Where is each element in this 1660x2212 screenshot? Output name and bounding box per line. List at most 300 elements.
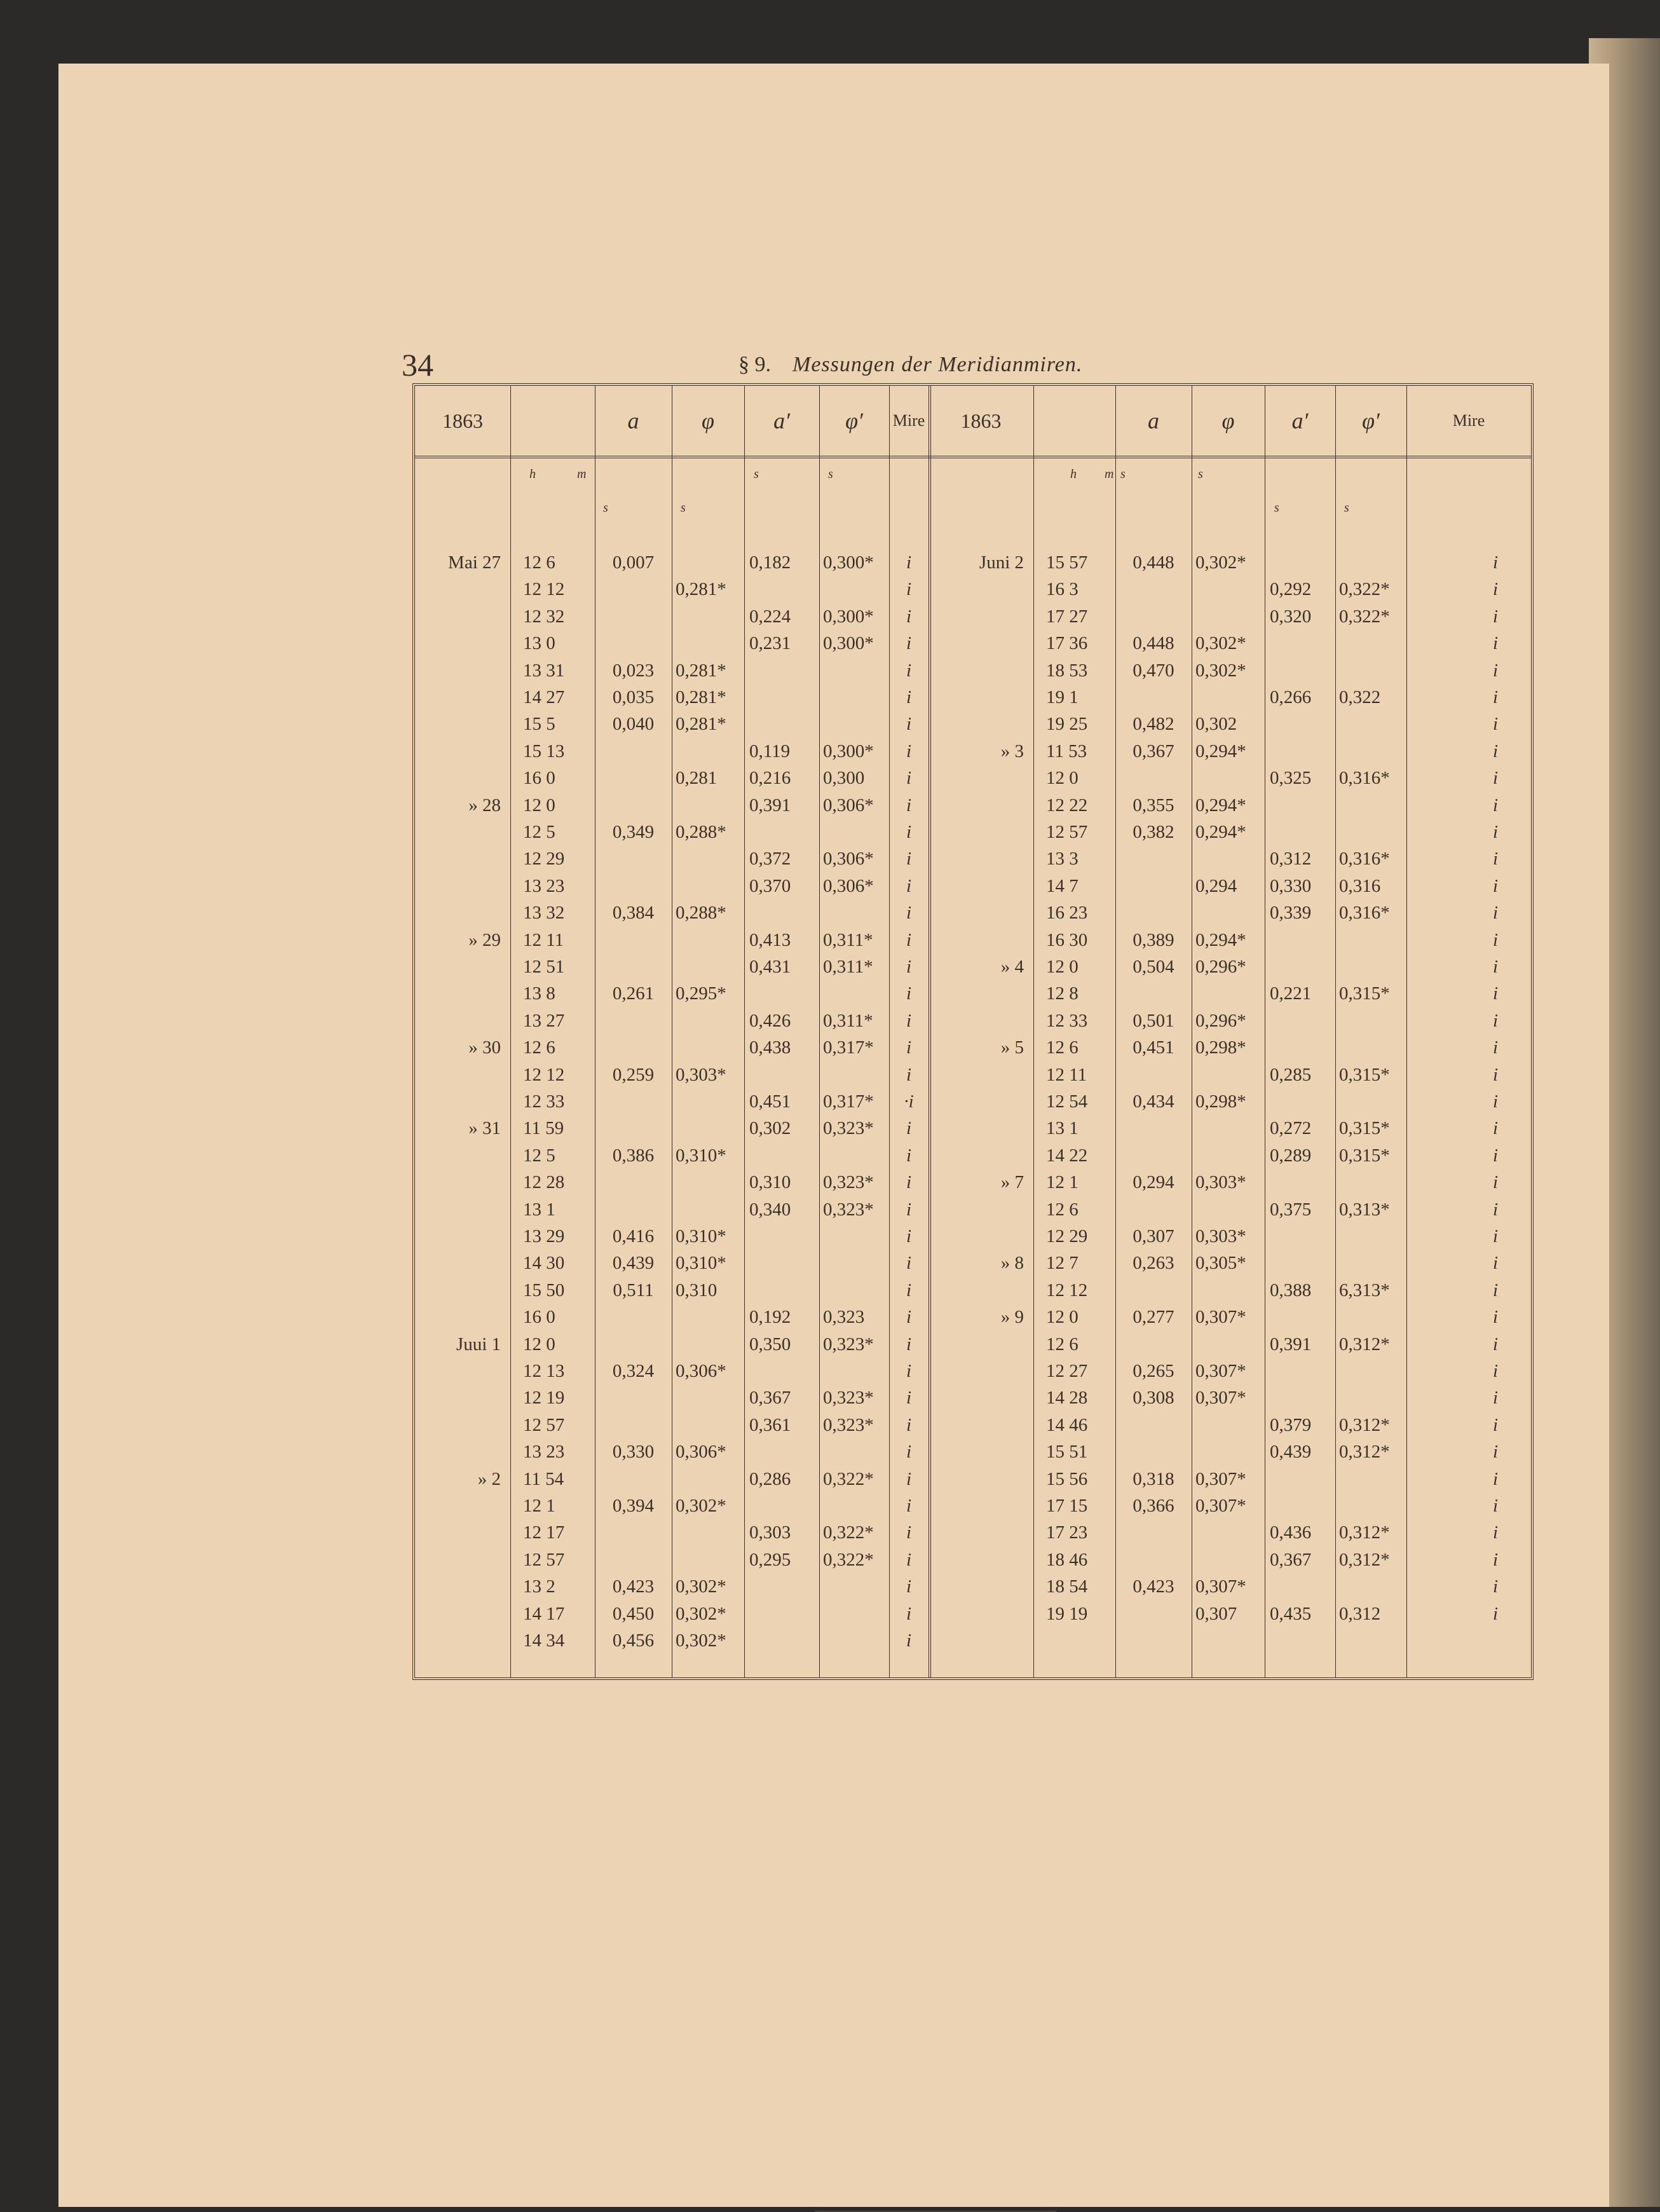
left-a-cell: 0,040 — [612, 714, 655, 735]
left-time-cell: 11 54 — [523, 1468, 564, 1489]
left-phi-prime-cell: 0,311* — [823, 929, 873, 950]
right-time-cell: 14 7 — [1046, 875, 1078, 896]
book-page — [58, 64, 1609, 2207]
right-mire-cell: i — [1492, 1064, 1499, 1085]
left-mire-cell: i — [906, 579, 912, 600]
right-date-cell: » 9 — [1000, 1307, 1024, 1328]
left-mire-cell: i — [906, 1496, 912, 1516]
left-mire-cell: i — [906, 687, 912, 707]
right-phi-prime-cell: 0,316* — [1339, 849, 1390, 870]
right-time-cell: 12 7 — [1046, 1253, 1078, 1274]
left-time-cell: 12 28 — [523, 1172, 565, 1193]
middle-double-rule — [929, 386, 931, 1677]
right-a-prime-cell: 0,339 — [1270, 903, 1312, 924]
left-phi-prime-cell: 0,300* — [823, 741, 874, 761]
unit-seconds: s — [1274, 501, 1279, 515]
left-phi-prime-cell: 0,323* — [823, 1388, 874, 1409]
right-mire-cell: i — [1492, 957, 1499, 977]
right-phi-prime-cell: 0,315* — [1339, 1145, 1390, 1166]
right-mire-cell: i — [1492, 1442, 1499, 1463]
left-a-prime-cell: 0,361 — [749, 1414, 791, 1435]
right-mire-cell: i — [1492, 1468, 1499, 1489]
left-phi-cell: 0,288* — [676, 822, 726, 842]
right-a-prime-cell: 0,388 — [1270, 1280, 1312, 1301]
left-phi-prime-cell: 0,323* — [823, 1334, 874, 1355]
column-rule — [1335, 386, 1336, 1677]
left-a-cell: 0,023 — [612, 660, 655, 681]
left-time-cell: 12 13 — [523, 1361, 565, 1381]
left-year-header: 1863 — [442, 409, 483, 432]
left-time-cell: 16 0 — [523, 768, 555, 789]
left-time-cell: 13 0 — [523, 633, 555, 654]
right-mire-cell: i — [1492, 1603, 1499, 1624]
right-phi-prime-cell: 0,312* — [1339, 1334, 1390, 1355]
right-phi-prime-cell: 0,312* — [1339, 1442, 1390, 1463]
left-a-prime-cell: 0,286 — [749, 1468, 791, 1489]
right-phi-cell: 0,302 — [1195, 714, 1237, 735]
right-a-prime-cell: 0,391 — [1270, 1334, 1312, 1355]
left-phi-prime-cell: 0,317* — [823, 1037, 874, 1058]
left-mire-cell: i — [906, 822, 912, 842]
left-mire-cell: i — [906, 1442, 912, 1463]
right-a-cell: 0,265 — [1133, 1361, 1174, 1381]
right-phi-cell: 0,303* — [1195, 1172, 1246, 1193]
left-a-prime-cell: 0,182 — [749, 552, 791, 573]
right-time-cell: 18 53 — [1046, 660, 1088, 681]
left-mire-cell: i — [906, 714, 912, 735]
right-time-cell: 19 19 — [1046, 1603, 1088, 1624]
left-phi-prime-cell: 0,323* — [823, 1414, 874, 1435]
right-phi-prime-cell: 0,316* — [1339, 903, 1390, 924]
left-phi-prime-cell: 0,306* — [823, 795, 874, 816]
left-time-cell: 13 32 — [523, 903, 565, 924]
left-time-cell: 13 2 — [523, 1576, 555, 1597]
left-a-cell: 0,349 — [612, 822, 655, 842]
right-a-cell: 0,451 — [1133, 1037, 1174, 1058]
left-mire-cell: i — [906, 903, 912, 924]
left-time-cell: 12 0 — [523, 795, 555, 816]
right-a-cell: 0,434 — [1133, 1091, 1174, 1112]
unit-minutes: m — [577, 467, 587, 481]
unit-seconds: s — [828, 467, 833, 481]
right-phi-cell: 0,305* — [1195, 1253, 1246, 1274]
unit-seconds: s — [681, 501, 686, 515]
right-phi-prime-cell: 0,315* — [1339, 983, 1390, 1004]
left-a-prime-cell: 0,391 — [749, 795, 791, 816]
right-phi-prime-cell: 0,313* — [1339, 1199, 1390, 1220]
left-time-cell: 12 6 — [523, 552, 555, 573]
left-time-cell: 12 32 — [523, 606, 565, 627]
left-a-prime-cell: 0,426 — [749, 1010, 791, 1031]
right-phi-cell: 0,294* — [1195, 929, 1246, 950]
left-a-cell: 0,035 — [612, 687, 655, 707]
unit-hours: h — [529, 467, 536, 481]
left-phi-cell: 0,310* — [676, 1253, 726, 1274]
right-mire-cell: i — [1492, 875, 1499, 896]
unit-minutes: m — [1105, 467, 1114, 481]
right-phi-prime-cell: 0,312* — [1339, 1414, 1390, 1435]
right-phi-cell: 0,307* — [1195, 1576, 1246, 1597]
left-a-prime-cell: 0,370 — [749, 875, 791, 896]
right-time-cell: 18 54 — [1046, 1576, 1088, 1597]
right-mire-cell: i — [1492, 1496, 1499, 1516]
right-time-cell: 12 0 — [1046, 1307, 1078, 1328]
left-phi-cell: 0,310* — [676, 1226, 726, 1246]
right-mire-cell: i — [1492, 768, 1499, 789]
left-a-prime-cell: 0,302 — [749, 1118, 791, 1139]
right-mire-header: Mire — [1452, 411, 1485, 430]
right-time-cell: 12 22 — [1046, 795, 1088, 816]
left-mire-cell: i — [906, 1522, 912, 1543]
left-phi-cell: 0,281 — [676, 768, 718, 789]
left-a-prime-cell: 0,231 — [749, 633, 791, 654]
left-a-prime-cell: 0,340 — [749, 1199, 791, 1220]
right-phi-prime-cell: 0,315* — [1339, 1064, 1390, 1085]
right-a-cell: 0,448 — [1133, 633, 1174, 654]
left-a-cell: 0,394 — [612, 1496, 655, 1516]
right-phi-cell: 0,307* — [1195, 1361, 1246, 1381]
right-mire-cell: i — [1492, 1172, 1499, 1193]
left-mire-cell: i — [906, 1253, 912, 1274]
right-mire-cell: i — [1492, 822, 1499, 842]
left-time-cell: 13 29 — [523, 1226, 565, 1246]
left-phi-cell: 0,281* — [676, 714, 726, 735]
left-date-cell: » 28 — [468, 795, 501, 816]
right-a-prime-cell: 0,289 — [1270, 1145, 1312, 1166]
left-a-cell: 0,511 — [613, 1280, 654, 1301]
right-phi-cell: 0,307 — [1195, 1603, 1237, 1624]
right-time-cell: 15 51 — [1046, 1442, 1088, 1463]
left-mire-cell: i — [906, 606, 912, 627]
left-a-prime-cell: 0,431 — [749, 957, 791, 977]
left-time-cell: 12 12 — [523, 1064, 565, 1085]
right-a-cell: 0,448 — [1133, 552, 1174, 573]
right-mire-cell: i — [1492, 1576, 1499, 1597]
left-phi-prime-cell: 0,317* — [823, 1091, 874, 1112]
left-mire-cell: i — [906, 741, 912, 761]
left-mire-cell: i — [906, 849, 912, 870]
right-time-cell: 17 23 — [1046, 1522, 1088, 1543]
left-time-cell: 13 1 — [523, 1199, 555, 1220]
right-phi-prime-cell: 0,322 — [1339, 687, 1381, 707]
right-time-cell: 12 8 — [1046, 983, 1078, 1004]
right-a-cell: 0,423 — [1133, 1576, 1174, 1597]
column-rule — [744, 386, 745, 1677]
left-mire-cell: i — [906, 1037, 912, 1058]
right-mire-cell: i — [1492, 1199, 1499, 1220]
right-mire-cell: i — [1492, 795, 1499, 816]
left-time-cell: 12 51 — [523, 957, 565, 977]
right-date-cell: » 7 — [1000, 1172, 1024, 1193]
right-time-cell: 14 28 — [1046, 1388, 1088, 1409]
left-mire-cell: i — [906, 1414, 912, 1435]
right-date-cell: » 5 — [1000, 1037, 1024, 1058]
right-mire-cell: i — [1492, 903, 1499, 924]
right-mire-cell: i — [1492, 1037, 1499, 1058]
left-a-cell: 0,261 — [612, 983, 655, 1004]
left-phi-prime-cell: 0,311* — [823, 1010, 873, 1031]
left-time-cell: 12 29 — [523, 849, 565, 870]
left-a-cell: 0,007 — [612, 552, 655, 573]
right-date-cell: » 8 — [1000, 1253, 1024, 1274]
left-phi-prime-cell: 0,322* — [823, 1468, 874, 1489]
right-phi-prime-cell: 0,316 — [1339, 875, 1381, 896]
left-mire-cell: i — [906, 1549, 912, 1570]
left-time-cell: 14 27 — [523, 687, 565, 707]
right-date-cell: » 3 — [1000, 741, 1024, 761]
left-a-prime-cell: 0,413 — [749, 929, 791, 950]
left-a-prime-cell: 0,216 — [749, 768, 791, 789]
left-time-cell: 14 34 — [523, 1630, 565, 1651]
right-mire-cell: i — [1492, 1549, 1499, 1570]
right-phi-cell: 0,294* — [1195, 741, 1246, 761]
left-phi-cell: 0,281* — [676, 687, 726, 707]
right-phi-cell: 0,296* — [1195, 1010, 1246, 1031]
right-a-prime-cell: 0,367 — [1270, 1549, 1312, 1570]
section-heading — [738, 353, 1082, 377]
right-phi-prime-cell: 0,312* — [1339, 1549, 1390, 1570]
left-phi-prime-header: φ′ — [845, 408, 863, 434]
right-time-cell: 14 46 — [1046, 1414, 1088, 1435]
left-mire-header: Mire — [892, 411, 925, 430]
column-rule — [819, 386, 820, 1677]
right-a-cell: 0,263 — [1133, 1253, 1174, 1274]
right-time-cell: 12 1 — [1046, 1172, 1078, 1193]
right-a-prime-cell: 0,221 — [1270, 983, 1312, 1004]
left-mire-cell: i — [906, 1630, 912, 1651]
right-a-prime-cell: 0,379 — [1270, 1414, 1312, 1435]
left-phi-cell: 0,306* — [676, 1361, 726, 1381]
right-mire-cell: i — [1492, 1307, 1499, 1328]
right-a-cell: 0,470 — [1133, 660, 1174, 681]
right-a-cell: 0,482 — [1133, 714, 1174, 735]
right-time-cell: 16 30 — [1046, 929, 1088, 950]
right-phi-prime-cell: 0,322* — [1339, 606, 1390, 627]
left-time-cell: 13 23 — [523, 1442, 565, 1463]
left-a-prime-header: a′ — [773, 408, 790, 434]
left-time-cell: 12 12 — [523, 579, 565, 600]
left-phi-header: φ — [702, 408, 714, 434]
right-a-prime-cell: 0,285 — [1270, 1064, 1312, 1085]
left-phi-cell: 0,281* — [676, 579, 726, 600]
right-phi-header: φ — [1221, 408, 1235, 434]
right-mire-cell: i — [1492, 606, 1499, 627]
left-mire-cell: ·i — [904, 1091, 914, 1112]
left-time-cell: 12 11 — [523, 929, 564, 950]
right-time-cell: 12 6 — [1046, 1334, 1078, 1355]
left-phi-cell: 0,295* — [676, 983, 726, 1004]
left-a-prime-cell: 0,367 — [749, 1388, 791, 1409]
left-a-cell: 0,386 — [612, 1145, 655, 1166]
right-time-cell: 12 27 — [1046, 1361, 1088, 1381]
unit-seconds: s — [1120, 467, 1126, 481]
left-phi-prime-cell: 0,306* — [823, 875, 874, 896]
left-mire-cell: i — [906, 768, 912, 789]
right-time-cell: 12 0 — [1046, 768, 1078, 789]
right-a-cell: 0,308 — [1133, 1388, 1174, 1409]
left-date-cell: Juui 1 — [456, 1334, 501, 1355]
right-time-cell: 12 29 — [1046, 1226, 1088, 1246]
right-time-cell: 17 27 — [1046, 606, 1088, 627]
left-phi-prime-cell: 0,322* — [823, 1549, 874, 1570]
unit-seconds: s — [1344, 501, 1349, 515]
right-mire-cell: i — [1492, 633, 1499, 654]
left-a-prime-cell: 0,119 — [749, 741, 791, 761]
right-a-cell: 0,389 — [1133, 929, 1174, 950]
left-time-cell: 11 59 — [523, 1118, 564, 1139]
right-time-cell: 16 3 — [1046, 579, 1078, 600]
right-phi-cell: 0,296* — [1195, 957, 1246, 977]
left-phi-prime-cell: 0,323* — [823, 1199, 874, 1220]
right-phi-cell: 0,294 — [1195, 875, 1237, 896]
right-mire-cell: i — [1492, 1280, 1499, 1301]
left-phi-prime-cell: 0,323* — [823, 1172, 874, 1193]
left-mire-cell: i — [906, 1334, 912, 1355]
column-rule — [510, 386, 511, 1677]
right-a-prime-cell: 0,435 — [1270, 1603, 1312, 1624]
right-phi-prime-cell: 0,316* — [1339, 768, 1390, 789]
left-time-cell: 12 33 — [523, 1091, 565, 1112]
right-time-cell: 12 12 — [1046, 1280, 1088, 1301]
left-phi-cell: 0,302* — [676, 1603, 726, 1624]
page-number: 34 — [402, 347, 433, 383]
right-mire-cell: i — [1492, 983, 1499, 1004]
left-a-prime-cell: 0,310 — [749, 1172, 791, 1193]
right-phi-prime-cell: 0,322* — [1339, 579, 1390, 600]
left-phi-prime-cell: 0,306* — [823, 849, 874, 870]
left-a-prime-cell: 0,372 — [749, 849, 791, 870]
right-time-cell: 12 6 — [1046, 1037, 1078, 1058]
left-mire-cell: i — [906, 1307, 912, 1328]
right-a-prime-cell: 0,292 — [1270, 579, 1312, 600]
right-time-cell: 17 36 — [1046, 633, 1088, 654]
left-mire-cell: i — [906, 1145, 912, 1166]
left-a-prime-cell: 0,295 — [749, 1549, 791, 1570]
left-phi-prime-cell: 0,323 — [823, 1307, 865, 1328]
measurement-table — [412, 383, 1534, 1680]
right-a-cell: 0,501 — [1133, 1010, 1174, 1031]
left-phi-prime-cell: 0,300* — [823, 633, 874, 654]
left-phi-cell: 0,302* — [676, 1630, 726, 1651]
right-phi-prime-cell: 0,312 — [1339, 1603, 1381, 1624]
right-a-cell: 0,504 — [1133, 957, 1174, 977]
right-time-cell: 17 15 — [1046, 1496, 1088, 1516]
left-mire-cell: i — [906, 552, 912, 573]
left-mire-cell: i — [906, 929, 912, 950]
header-rule — [415, 456, 1531, 458]
left-a-cell: 0,439 — [612, 1253, 655, 1274]
left-phi-prime-cell: 0,300* — [823, 552, 874, 573]
left-a-prime-cell: 0,303 — [749, 1522, 791, 1543]
left-time-cell: 13 31 — [523, 660, 565, 681]
left-time-cell: 12 57 — [523, 1549, 565, 1570]
left-phi-cell: 0,281* — [676, 660, 726, 681]
right-a-prime-header: a′ — [1291, 408, 1309, 434]
left-mire-cell: i — [906, 1576, 912, 1597]
right-phi-prime-cell: 0,312* — [1339, 1522, 1390, 1543]
right-time-cell: 19 25 — [1046, 714, 1088, 735]
right-a-cell: 0,367 — [1133, 741, 1174, 761]
left-mire-cell: i — [906, 983, 912, 1004]
right-mire-cell: i — [1492, 1253, 1499, 1274]
right-phi-cell: 0,307* — [1195, 1307, 1246, 1328]
left-a-cell: 0,450 — [612, 1603, 655, 1624]
left-time-cell: 14 17 — [523, 1603, 565, 1624]
right-mire-cell: i — [1492, 1522, 1499, 1543]
right-a-cell: 0,382 — [1133, 822, 1174, 842]
unit-seconds: s — [1198, 467, 1203, 481]
right-mire-cell: i — [1492, 1145, 1499, 1166]
right-phi-cell: 0,307* — [1195, 1468, 1246, 1489]
left-time-cell: 13 27 — [523, 1010, 565, 1031]
left-phi-cell: 0,310 — [676, 1280, 718, 1301]
right-year-header: 1863 — [960, 409, 1002, 432]
left-time-cell: 12 5 — [523, 1145, 555, 1166]
left-mire-cell: i — [906, 1226, 912, 1246]
left-date-cell: » 31 — [468, 1118, 501, 1139]
left-mire-cell: i — [906, 1064, 912, 1085]
left-time-cell: 12 57 — [523, 1414, 565, 1435]
right-phi-cell: 0,302* — [1195, 633, 1246, 654]
left-mire-cell: i — [906, 633, 912, 654]
left-phi-prime-cell: 0,322* — [823, 1522, 874, 1543]
left-time-cell: 12 17 — [523, 1522, 565, 1543]
left-a-cell: 0,456 — [612, 1630, 655, 1651]
right-phi-cell: 0,294* — [1195, 795, 1246, 816]
left-time-cell: 12 6 — [523, 1037, 555, 1058]
right-mire-cell: i — [1492, 929, 1499, 950]
right-time-cell: 19 1 — [1046, 687, 1078, 707]
right-time-cell: 13 3 — [1046, 849, 1078, 870]
right-date-cell: Juni 2 — [979, 552, 1024, 573]
column-rule — [1406, 386, 1407, 1677]
right-a-prime-cell: 0,266 — [1270, 687, 1312, 707]
left-time-cell: 16 0 — [523, 1307, 555, 1328]
right-phi-cell: 0,302* — [1195, 660, 1246, 681]
left-a-cell: 0,259 — [612, 1064, 655, 1085]
left-phi-prime-cell: 0,300* — [823, 606, 874, 627]
left-a-prime-cell: 0,350 — [749, 1334, 791, 1355]
right-a-prime-cell: 0,439 — [1270, 1442, 1312, 1463]
column-rule — [1033, 386, 1034, 1677]
right-a-cell: 0,307 — [1133, 1226, 1174, 1246]
left-time-cell: 15 50 — [523, 1280, 565, 1301]
right-a-prime-cell: 0,436 — [1270, 1522, 1312, 1543]
left-a-cell: 0,423 — [612, 1576, 655, 1597]
right-mire-cell: i — [1492, 660, 1499, 681]
left-a-prime-cell: 0,224 — [749, 606, 791, 627]
right-phi-prime-cell: 6,313* — [1339, 1280, 1390, 1301]
right-a-prime-cell: 0,320 — [1270, 606, 1312, 627]
left-date-cell: » 29 — [468, 929, 501, 950]
left-mire-cell: i — [906, 1199, 912, 1220]
left-phi-prime-cell: 0,311* — [823, 957, 873, 977]
section-number: § 9. — [738, 353, 771, 376]
right-time-cell: 12 6 — [1046, 1199, 1078, 1220]
right-mire-cell: i — [1492, 552, 1499, 573]
left-date-cell: Mai 27 — [448, 552, 501, 573]
left-time-cell: 12 19 — [523, 1388, 565, 1409]
right-time-cell: 12 0 — [1046, 957, 1078, 977]
right-phi-cell: 0,302* — [1195, 552, 1246, 573]
right-a-prime-cell: 0,330 — [1270, 875, 1312, 896]
left-mire-cell: i — [906, 1361, 912, 1381]
right-date-cell: » 4 — [1000, 957, 1024, 977]
right-mire-cell: i — [1492, 579, 1499, 600]
right-mire-cell: i — [1492, 741, 1499, 761]
left-mire-cell: i — [906, 1280, 912, 1301]
right-time-cell: 14 22 — [1046, 1145, 1088, 1166]
